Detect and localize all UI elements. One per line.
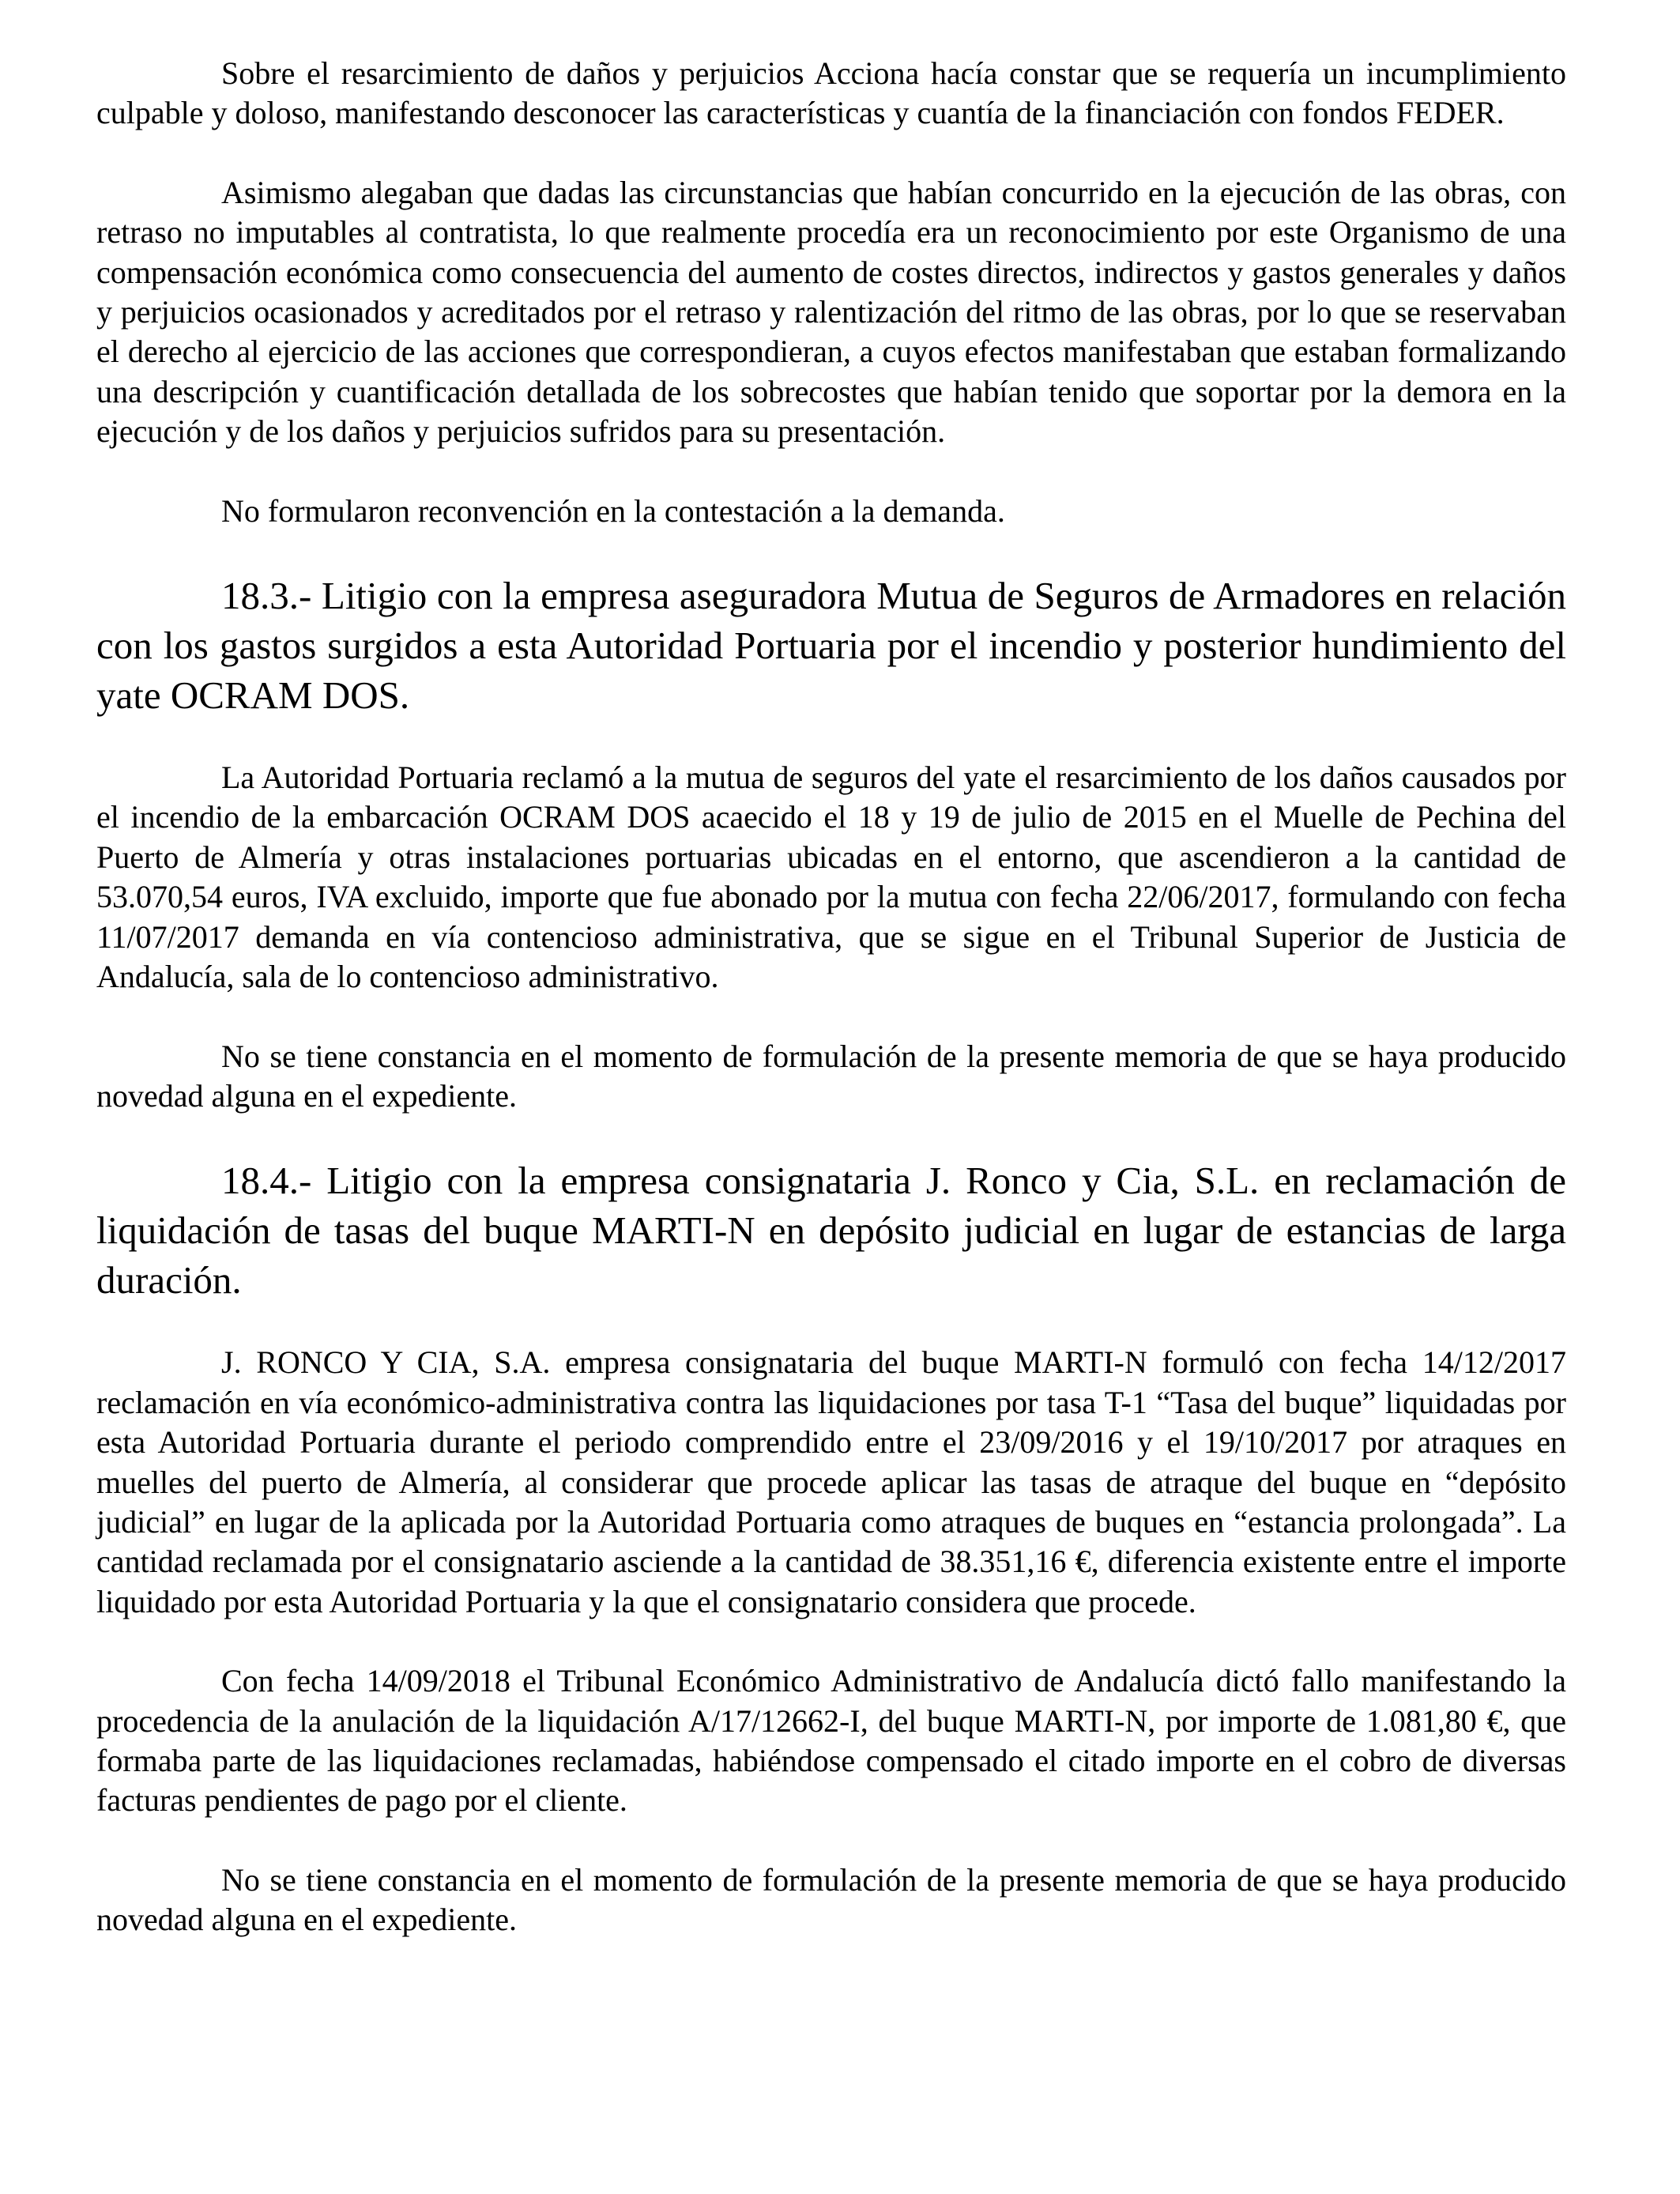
section-heading-18-3: 18.3.- Litigio con la empresa aseguradora Mutua de Seguros de Armadores en relación con los gastos surgidos a esta Autoridad Portuaria por el incendio y posterior hundimiento del yate OCRAM DOS. — [96, 574, 1566, 718]
paragraph-cost-compensation: Asimismo alegaban que dadas las circunstancias que habían concurrido en la ejecución de las obras, con retraso no imputables al contratista, lo que realmente procedía era un reconocimiento por este Organismo de una compensación económica como consecuencia del aumento de costes directos, indirectos y gastos generales y daños y perjuicios ocasionados y acreditados por el retraso y ralentización del ritmo de las obras, por lo que se reservaban el derecho al ejercicio de las acciones que correspondieran, a cuyos efectos manifestaban que estaban formalizando una descripción y cuantificación detallada de los sobrecostes que habían tenido que soportar por la demora en la ejecución y de los daños y perjuicios sufridos para su presentación. — [96, 174, 1566, 450]
paragraph-tribunal-ruling: Con fecha 14/09/2018 el Tribunal Económico Administrativo de Andalucía dictó fallo manifestando la procedencia de la anulación de la liquidación A/17/12662-I, del buque MARTI-N, por importe de 1.081,80 €, que formaba parte de las liquidaciones reclamadas, habiéndose compensado el citado importe en el cobro de diversas facturas pendientes de pago por el cliente. — [96, 1663, 1566, 1819]
paragraph-ronco-claim: J. RONCO Y CIA, S.A. empresa consignataria del buque MARTI-N formuló con fecha 14/12/2017 reclamación en vía económico-administrativa contra las liquidaciones por tasa T-1 “Tasa del buque” liquidadas por esta Autoridad Portuaria durante el periodo comprendido entre el 23/09/2016 y el 19/10/2017 por atraques en muelles del puerto de Almería, al considerar que procede aplicar las tasas de atraque del buque en “depósito judicial” en lugar de la aplicada por la Autoridad Portuaria como atraques de buques en “estancia prolongada”. La cantidad reclamada por el consignatario asciende a la cantidad de 38.351,16 €, diferencia existente entre el importe liquidado por esta Autoridad Portuaria y la que el consignatario considera que procede. — [96, 1344, 1566, 1619]
document-page — [96, 54, 1566, 1980]
section-heading-18-4: 18.4.- Litigio con la empresa consignataria J. Ronco y Cia, S.L. en reclamación de liquidación de tasas del buque MARTI-N en depósito judicial en lugar de estancias de larga duración. — [96, 1159, 1566, 1302]
paragraph-no-news-18-3: No se tiene constancia en el momento de formulación de la presente memoria de que se haya producido novedad alguna en el expediente. — [96, 1038, 1566, 1114]
paragraph-damages-claim: Sobre el resarcimiento de daños y perjuicios Acciona hacía constar que se requería un incumplimiento culpable y doloso, manifestando desconocer las características y cuantía de la financiación con fondos FEDER. — [96, 55, 1566, 131]
paragraph-no-counterclaim: No formularon reconvención en la contestación a la demanda. — [221, 492, 1005, 529]
paragraph-ocram-dos-claim: La Autoridad Portuaria reclamó a la mutua de seguros del yate el resarcimiento de los daños causados por el incendio de la embarcación OCRAM DOS acaecido el 18 y 19 de julio de 2015 en el Muelle de Pechina del Puerto de Almería y otras instalaciones portuarias ubicadas en el entorno, que ascendieron a la cantidad de 53.070,54 euros, IVA excluido, importe que fue abonado por la mutua con fecha 22/06/2017, formulando con fecha 11/07/2017 demanda en vía contencioso administrativa, que se sigue en el Tribunal Superior de Justicia de Andalucía, sala de lo contencioso administrativo. — [96, 760, 1566, 995]
paragraph-no-news-18-4: No se tiene constancia en el momento de formulación de la presente memoria de que se haya producido novedad alguna en el expediente. — [96, 1861, 1566, 1938]
